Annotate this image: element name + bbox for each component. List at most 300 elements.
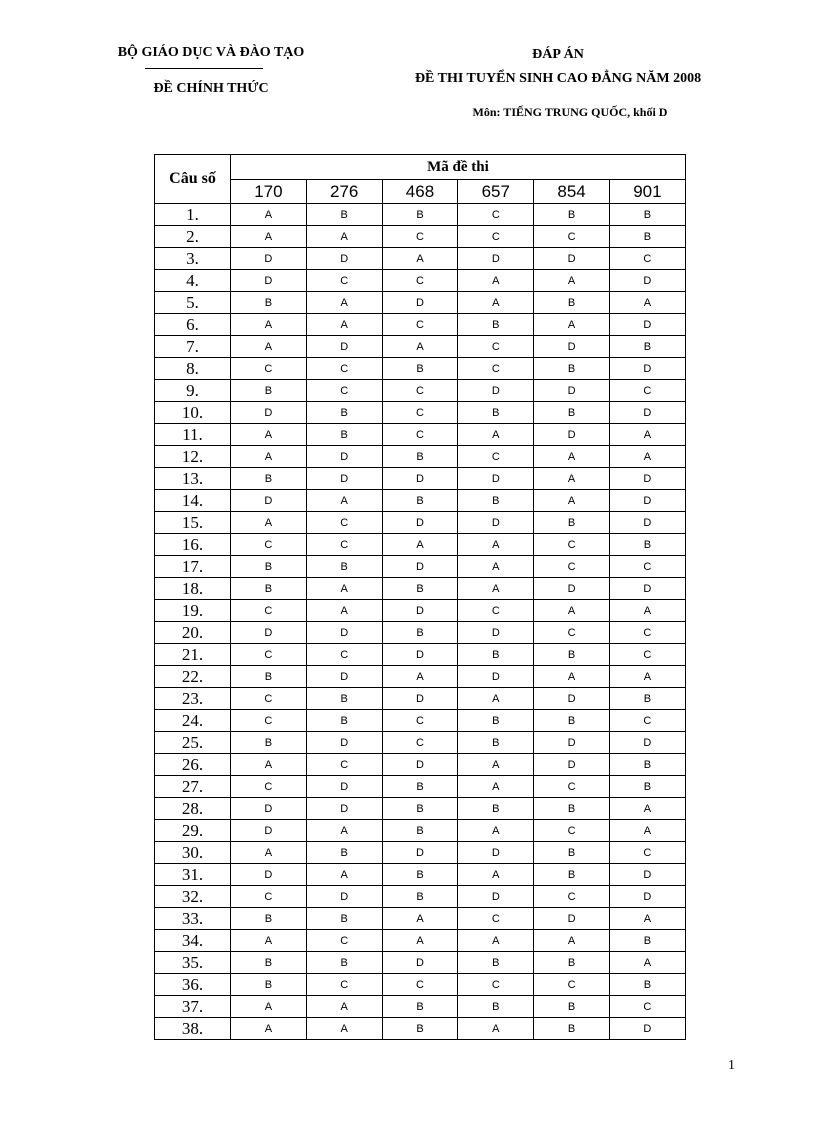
answer-cell: B [231,292,307,314]
answer-cell: B [609,226,685,248]
answer-cell: C [306,270,382,292]
answer-cell: A [534,600,610,622]
answer-cell: A [609,952,685,974]
question-number: 35. [155,952,231,974]
answer-cell: C [534,534,610,556]
answer-cell: B [534,204,610,226]
answer-cell: D [458,666,534,688]
answer-cell: C [306,534,382,556]
answer-rows [155,204,686,1040]
answer-cell: D [306,666,382,688]
answer-cell: A [306,314,382,336]
answer-cell: C [534,226,610,248]
answer-cell: A [534,446,610,468]
answer-cell: A [231,446,307,468]
answer-cell: B [609,204,685,226]
answer-cell: C [231,534,307,556]
table-row [155,974,686,996]
answer-cell: D [534,424,610,446]
answer-cell: D [609,512,685,534]
answer-cell: A [458,930,534,952]
answer-cell: D [382,842,458,864]
answer-cell: A [231,1018,307,1040]
answer-cell: B [458,490,534,512]
table-row [155,556,686,578]
question-number: 20. [155,622,231,644]
question-number: 15. [155,512,231,534]
answer-cell: D [534,380,610,402]
exam-code-header: 276 [306,180,382,204]
answer-cell: D [534,732,610,754]
exam-code-header: 657 [458,180,534,204]
answer-cell: A [306,226,382,248]
answer-cell: C [306,380,382,402]
table-row [155,424,686,446]
answer-cell: C [609,996,685,1018]
question-number: 24. [155,710,231,732]
question-number: 32. [155,886,231,908]
answer-cell: D [306,776,382,798]
page-number: 1 [728,1058,735,1073]
answer-cell: A [231,226,307,248]
answer-cell: B [609,754,685,776]
answer-cell: D [534,688,610,710]
answer-cell: D [609,490,685,512]
answer-cell: B [534,864,610,886]
answer-cell: A [231,842,307,864]
answer-cell: B [306,710,382,732]
answer-cell: C [306,754,382,776]
answer-cell: C [382,732,458,754]
answer-cell: B [231,908,307,930]
answer-cell: A [306,820,382,842]
answer-cell: D [306,622,382,644]
answer-cell: B [534,710,610,732]
question-number: 3. [155,248,231,270]
answer-cell: A [458,556,534,578]
answer-cell: A [609,600,685,622]
answer-cell: A [458,688,534,710]
answer-cell: D [231,270,307,292]
answer-cell: D [382,512,458,534]
question-number: 9. [155,380,231,402]
table-row [155,380,686,402]
answer-cell: D [458,622,534,644]
answer-cell: D [609,314,685,336]
answer-cell: A [534,270,610,292]
answer-cell: A [231,314,307,336]
table-row [155,578,686,600]
answer-cell: B [382,578,458,600]
table-row [155,688,686,710]
answer-cell: C [231,358,307,380]
answer-cell: D [306,468,382,490]
answer-cell: B [609,776,685,798]
table-row [155,886,686,908]
answer-cell: A [231,204,307,226]
answer-cell: D [231,798,307,820]
answer-cell: B [231,468,307,490]
table-row [155,754,686,776]
exam-code-header: 468 [382,180,458,204]
answer-cell: B [382,886,458,908]
answer-cell: A [458,578,534,600]
question-column-header: Câu số [155,155,231,204]
answer-cell: C [382,270,458,292]
table-row [155,732,686,754]
question-number: 8. [155,358,231,380]
table-row [155,666,686,688]
answer-cell: A [458,424,534,446]
answer-cell: D [458,468,534,490]
answer-cell: D [609,468,685,490]
answer-cell: D [458,380,534,402]
exam-code-header: 170 [231,180,307,204]
answer-cell: D [231,820,307,842]
answer-cell: B [306,842,382,864]
answer-cell: C [458,600,534,622]
answer-cell: D [231,402,307,424]
answer-cell: C [382,380,458,402]
answer-cell: C [382,974,458,996]
answer-cell: B [382,776,458,798]
table-row [155,798,686,820]
answer-cell: B [382,1018,458,1040]
answer-cell: B [382,996,458,1018]
answer-cell: C [458,908,534,930]
answer-cell: D [231,622,307,644]
answer-cell: B [231,952,307,974]
table-row [155,402,686,424]
answer-cell: B [534,1018,610,1040]
question-number: 11. [155,424,231,446]
answer-cell: C [534,820,610,842]
question-number: 17. [155,556,231,578]
question-number: 18. [155,578,231,600]
table-row [155,358,686,380]
answer-cell: A [458,864,534,886]
answer-cell: C [458,446,534,468]
answer-cell: A [382,930,458,952]
table-row [155,996,686,1018]
table-row [155,204,686,226]
answer-cell: D [306,886,382,908]
question-number: 26. [155,754,231,776]
answer-cell: D [306,248,382,270]
table-row [155,512,686,534]
answer-cell: B [609,974,685,996]
answer-cell: B [382,490,458,512]
answer-cell: B [382,446,458,468]
answer-cell: A [382,666,458,688]
answer-cell: B [534,842,610,864]
answer-cell: D [609,886,685,908]
answer-cell: C [306,644,382,666]
answer-cell: B [609,534,685,556]
answer-cell: A [382,534,458,556]
answer-cell: B [231,732,307,754]
answer-cell: D [382,292,458,314]
answer-cell: B [458,314,534,336]
answer-cell: B [306,952,382,974]
answer-cell: B [382,358,458,380]
question-number: 6. [155,314,231,336]
answer-cell: A [306,600,382,622]
table-row [155,292,686,314]
answer-cell: A [609,446,685,468]
answer-cell: C [231,886,307,908]
answer-cell: C [534,622,610,644]
answer-cell: D [458,512,534,534]
answer-cell: C [609,556,685,578]
answer-cell: A [382,248,458,270]
answer-cell: B [306,688,382,710]
answer-cell: D [382,952,458,974]
table-row [155,930,686,952]
answer-cell: B [231,974,307,996]
answer-cell: B [534,644,610,666]
answer-cell: D [382,556,458,578]
answer-cell: A [231,930,307,952]
question-number: 27. [155,776,231,798]
answer-cell: C [306,974,382,996]
answer-cell: A [231,336,307,358]
answer-cell: D [534,248,610,270]
answer-cell: B [534,292,610,314]
answer-cell: A [609,798,685,820]
answer-cell: A [458,776,534,798]
question-number: 23. [155,688,231,710]
answer-cell: D [231,864,307,886]
question-number: 37. [155,996,231,1018]
table-row [155,226,686,248]
question-number: 30. [155,842,231,864]
answer-cell: B [231,380,307,402]
answer-cell: B [609,336,685,358]
question-number: 7. [155,336,231,358]
answer-cell: C [382,226,458,248]
question-number: 21. [155,644,231,666]
answer-cell: A [458,270,534,292]
answer-cell: D [306,336,382,358]
table-row [155,270,686,292]
answer-cell: B [382,864,458,886]
answer-cell: A [609,820,685,842]
table-row [155,336,686,358]
answer-cell: C [458,974,534,996]
answer-cell: C [382,314,458,336]
question-number: 36. [155,974,231,996]
question-number: 29. [155,820,231,842]
answer-cell: A [609,908,685,930]
answer-cell: C [231,600,307,622]
answer-cell: D [609,402,685,424]
answer-cell: A [382,908,458,930]
answer-cell: D [609,732,685,754]
table-row [155,776,686,798]
answer-cell: B [458,798,534,820]
answer-cell: C [382,402,458,424]
answer-cell: A [306,1018,382,1040]
table-row [155,820,686,842]
answer-cell: D [609,270,685,292]
answer-cell: C [306,930,382,952]
answer-cell: C [609,380,685,402]
answer-cell: C [609,842,685,864]
answer-cell: D [534,908,610,930]
official-label: ĐỀ CHÍNH THỨC [153,81,269,96]
answer-cell: D [458,886,534,908]
answer-cell: A [306,578,382,600]
question-number: 31. [155,864,231,886]
table-row [155,490,686,512]
answer-cell: D [306,732,382,754]
answer-cell: C [458,358,534,380]
answer-cell: A [231,754,307,776]
answer-cell: C [534,974,610,996]
answer-cell: D [609,358,685,380]
question-number: 33. [155,908,231,930]
answer-cell: D [534,754,610,776]
answer-cell: B [382,820,458,842]
header-divider [145,68,263,69]
answer-cell: B [231,556,307,578]
table-row [155,314,686,336]
answer-cell: C [231,688,307,710]
table-row [155,1018,686,1040]
answer-cell: B [534,952,610,974]
answer-cell: D [306,446,382,468]
answer-cell: C [534,776,610,798]
answer-cell: A [534,314,610,336]
answer-cell: A [609,666,685,688]
answer-cell: A [458,292,534,314]
question-number: 5. [155,292,231,314]
question-number: 4. [155,270,231,292]
answer-cell: C [534,886,610,908]
answer-cell: D [382,688,458,710]
answer-cell: A [534,666,610,688]
answer-cell: B [382,622,458,644]
table-row [155,644,686,666]
answer-cell: B [382,204,458,226]
question-number: 34. [155,930,231,952]
question-number: 25. [155,732,231,754]
answer-cell: D [609,578,685,600]
table-row [155,842,686,864]
answer-cell: B [534,358,610,380]
answer-cell: B [534,996,610,1018]
question-number: 16. [155,534,231,556]
answer-cell: A [306,490,382,512]
answer-cell: B [382,798,458,820]
table-row [155,952,686,974]
answer-cell: C [231,776,307,798]
answer-cell: D [382,600,458,622]
answer-cell: A [306,292,382,314]
question-number: 22. [155,666,231,688]
question-number: 28. [155,798,231,820]
answer-cell: A [534,930,610,952]
answer-cell: B [458,644,534,666]
table-row [155,622,686,644]
question-number: 13. [155,468,231,490]
answer-cell: D [458,842,534,864]
answer-cell: A [458,1018,534,1040]
document-title: ĐÁP ÁN [532,47,584,62]
answer-cell: D [306,798,382,820]
answer-cell: B [306,402,382,424]
document-subtitle: ĐỀ THI TUYỂN SINH CAO ĐẲNG NĂM 2008 [414,71,702,86]
answer-cell: A [382,336,458,358]
answer-cell: C [609,248,685,270]
answer-cell: D [534,336,610,358]
table-row [155,248,686,270]
answer-cell: A [458,820,534,842]
table-row [155,446,686,468]
answer-cell: B [458,710,534,732]
ministry-name: BỘ GIÁO DỤC VÀ ĐÀO TẠO [117,45,305,60]
question-number: 19. [155,600,231,622]
answer-cell: B [306,556,382,578]
exam-code-header: 854 [534,180,610,204]
answer-key-table [154,154,686,1040]
answer-cell: C [458,204,534,226]
answer-cell: A [231,512,307,534]
answer-cell: C [231,710,307,732]
answer-cell: D [609,1018,685,1040]
question-number: 12. [155,446,231,468]
answer-cell: A [458,534,534,556]
answer-cell: B [306,908,382,930]
question-number: 38. [155,1018,231,1040]
answer-cell: C [382,710,458,732]
answer-cell: C [306,512,382,534]
answer-cell: D [382,468,458,490]
answer-cell: C [382,424,458,446]
answer-cell: A [458,754,534,776]
answer-cell: B [534,512,610,534]
answer-cell: A [231,996,307,1018]
answer-cell: C [609,644,685,666]
answer-cell: A [231,424,307,446]
subject-line: Môn: TIẾNG TRUNG QUỐC, khối D [472,105,668,119]
answer-cell: B [231,578,307,600]
answer-cell: C [609,710,685,732]
question-number: 2. [155,226,231,248]
answer-cell: A [609,292,685,314]
answer-cell: A [534,468,610,490]
answer-cell: A [534,490,610,512]
answer-cell: A [306,864,382,886]
answer-cell: C [231,644,307,666]
answer-cell: B [458,402,534,424]
answer-cell: B [534,402,610,424]
table-row [155,468,686,490]
answer-cell: A [609,424,685,446]
answer-cell: C [609,622,685,644]
answer-cell: D [231,248,307,270]
answer-cell: D [231,490,307,512]
question-number: 14. [155,490,231,512]
answer-cell: D [382,644,458,666]
answer-cell: C [458,226,534,248]
table-row [155,600,686,622]
answer-cell: D [458,248,534,270]
answer-cell: C [534,556,610,578]
answer-cell: B [458,732,534,754]
answer-cell: B [609,688,685,710]
